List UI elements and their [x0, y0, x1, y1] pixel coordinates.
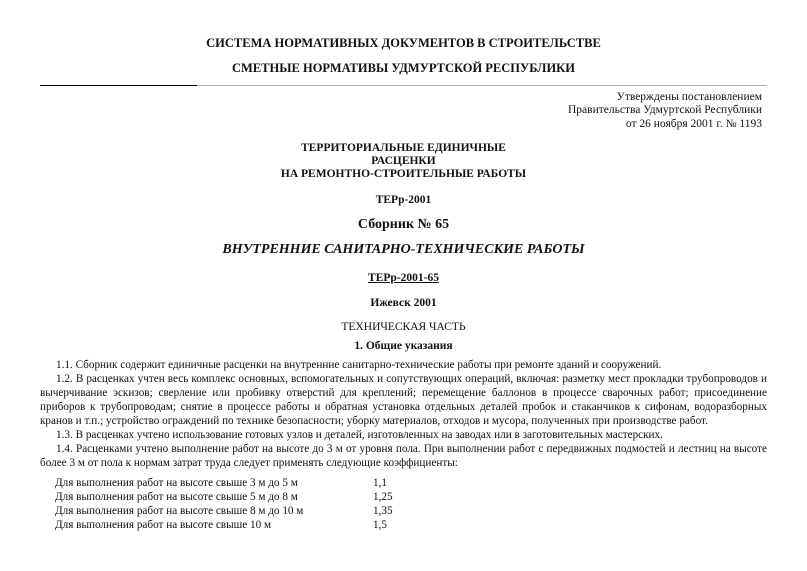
title-line-2: РАСЦЕНКИ — [371, 155, 436, 167]
approval-line-1: Утверждены постановлением — [616, 91, 762, 103]
coefficient-value: 1,35 — [373, 505, 393, 517]
coefficient-value: 1,5 — [373, 519, 387, 531]
publication-place-year: Ижевск 2001 — [370, 297, 437, 309]
title-line-3: НА РЕМОНТНО-СТРОИТЕЛЬНЫЕ РАБОТЫ — [280, 168, 527, 180]
collection-code: ТЕРр-2001-65 — [368, 272, 439, 284]
coefficient-value: 1,1 — [373, 477, 387, 489]
coefficient-label: Для выполнения работ на высоте свыше 3 м до 5 м — [55, 477, 298, 489]
paragraph-1-3: 1.3. В расценках учтено использование готовых узлов и деталей, изготовленных на заводах или в заготовительных мастерских. — [56, 429, 663, 441]
paragraph-1-2: 1.2. В расценках учтен весь комплекс основных, вспомогательных и сопутствующих операций, включая: разметку мест прокладки трубопроводов и вычерчивание эскизов; сверление или пробивку отверстий для креплений; перемещение баллонов в процессе сварочных работ; присоединение приборов к трубопроводам; снятие в процессе работы и обратная установка отдельных деталей пробок и стаканчиков к сифонам, водоразборных кранов и т.п.; устройство ограждений по технике безопасности; уборку материалов, отходов и мусора, полученных при производстве работ. — [40, 373, 767, 427]
paragraph-1-4: 1.4. Расценками учтено выполнение работ на высоте до 3 м от уровня пола. При выполнении работ с передвижных подмостей и лестниц на высоте более 3 м от пола к нормам затрат труда следует применять следующие коэффициенты: — [40, 443, 767, 469]
title-line-1: ТЕРРИТОРИАЛЬНЫЕ ЕДИНИЧНЫЕ — [301, 142, 506, 154]
collection-number: Сборник № 65 — [357, 217, 450, 232]
header-divider — [40, 85, 197, 86]
section-title: ТЕХНИЧЕСКАЯ ЧАСТЬ — [341, 321, 466, 333]
system-header: СИСТЕМА НОРМАТИВНЫХ ДОКУМЕНТОВ В СТРОИТЕЛЬСТВЕ — [206, 36, 601, 50]
coefficient-value: 1,25 — [373, 491, 393, 503]
coefficient-label: Для выполнения работ на высоте свыше 5 м до 8 м — [55, 491, 298, 503]
approval-line-2: Правительства Удмуртской Республики — [568, 104, 762, 116]
paragraph-1-1: 1.1. Сборник содержит единичные расценки на внутренние санитарно-технические работы при ремонте зданий и сооружений. — [56, 359, 662, 371]
document-code: ТЕРр-2001 — [375, 194, 432, 206]
section-subtitle: 1. Общие указания — [354, 340, 453, 352]
header-divider-light — [197, 85, 767, 86]
collection-subject: ВНУТРЕННИЕ САНИТАРНО-ТЕХНИЧЕСКИЕ РАБОТЫ — [222, 242, 585, 257]
approval-line-3: от 26 ноября 2001 г. № 1193 — [625, 118, 762, 130]
document-subtitle: СМЕТНЫЕ НОРМАТИВЫ УДМУРТСКОЙ РЕСПУБЛИКИ — [232, 61, 575, 75]
coefficient-label: Для выполнения работ на высоте свыше 8 м до 10 м — [55, 505, 304, 517]
coefficient-label: Для выполнения работ на высоте свыше 10 м — [55, 519, 272, 531]
